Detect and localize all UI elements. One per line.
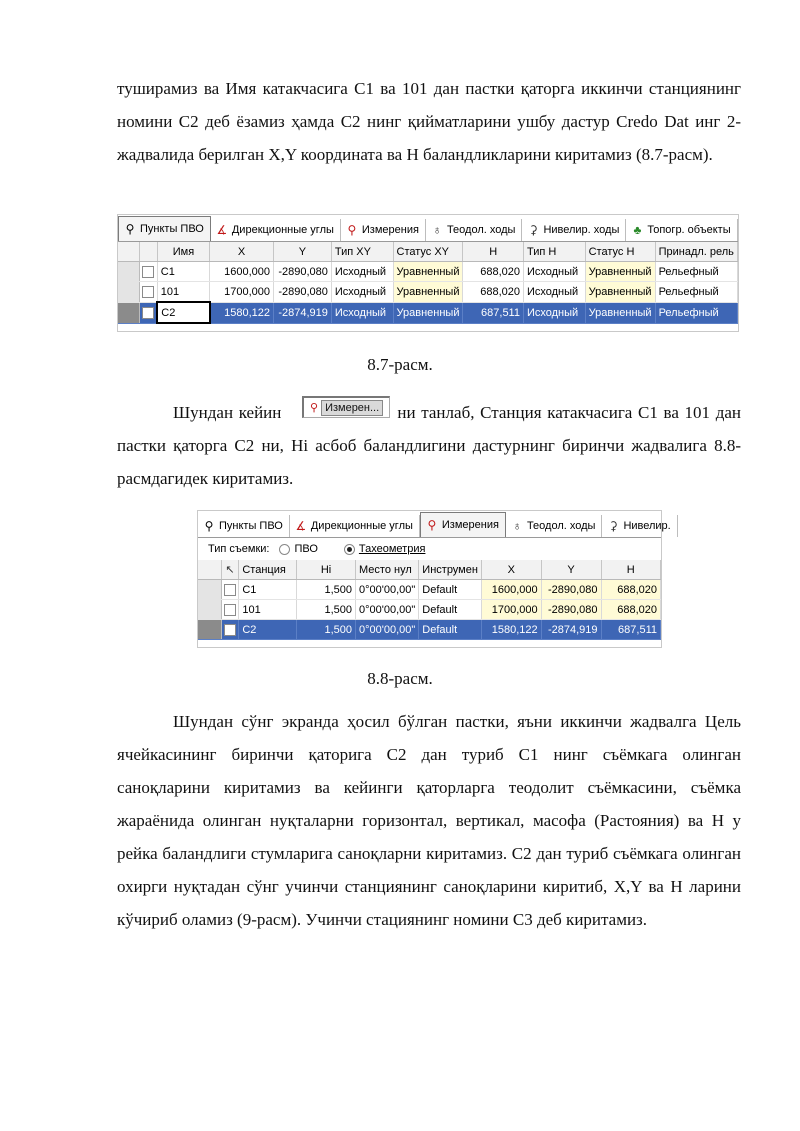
col-station[interactable]: Станция [239,560,297,580]
col-name[interactable]: Имя [157,242,209,262]
caption-8-7: 8.7-расм. [367,355,433,374]
tab-measurements[interactable]: ⚲ Измерения [341,219,426,241]
point-icon: ⚲ [204,519,214,533]
col-x[interactable]: X [210,242,274,262]
table-row-selected[interactable]: C2 1,500 0°00'00,00" Default 1580,122 -2874,919 687,511 [198,620,661,640]
cursor-icon: ↖ [225,564,235,576]
paragraph-3: Шундан сўнг экранда ҳосил бўлган пастки, яъни иккинчи жадвалга Цель ячейкасининг биринчи қаторига C2 дан туриб C1 нинг съёмкага олинган саноқларини киритамиз ва кейинги қаторларга теодолит съёмкасини, съёмка жараёнида олинган нуқталарни горизонтал, вертикал, масофа (Растояния) ва H у рейка баландлиги стумларига саноқларни киритамиз. C2 дан туриб съёмкага олинган охирги нуқтадан сўнг учинчи станциянинг саноқларини киритиб, X,Y ва H ларини кўчириб оламиз (9-расм). Учинчи стациянинг номини C3 деб киритамиз. [117,712,741,929]
col-status-h[interactable]: Статус H [585,242,655,262]
tab-measurements[interactable]: ⚲ Измерения [420,512,506,537]
row-checkbox[interactable] [142,266,154,278]
tripod-icon: ⚲ [347,223,357,237]
angle-icon: ∡ [295,519,307,533]
tab-leveling-traverses[interactable]: ⚳ Нивелир. ходы [522,219,626,241]
col-type-h[interactable]: Тип H [523,242,585,262]
survey-type-label: Тип съемки: [208,543,270,555]
radio-tacheometry[interactable] [344,544,355,555]
theodolite-icon: ♁ [512,519,522,533]
tab-directional-angles[interactable]: ∡ Дирекционные углы [290,515,420,537]
col-hi[interactable]: Hi [297,560,356,580]
col-type-xy[interactable]: Тип XY [331,242,393,262]
tab-points[interactable]: ⚲ Пункты ПВО [118,216,211,241]
col-h[interactable]: H [463,242,524,262]
tab-topo-objects[interactable]: ♣ Топогр. объекты [626,219,737,241]
col-y[interactable]: Y [541,560,601,580]
col-zero-place[interactable]: Место нул [356,560,419,580]
col-y[interactable]: Y [274,242,332,262]
paragraph-1: туширамиз ва Имя катакчасига C1 ва 101 дан пастки қаторга иккинчи станциянинг номини C2 деб ёзамиз ҳамда C2 нинг қийматларини ушбу дастур Credo Dat инг 2-жадвалида берилган X,Y координата ва H баландликларини киритамиз (8.7-расм). [117,79,741,164]
row-checkbox[interactable] [224,624,236,636]
row-checkbox[interactable] [142,307,154,319]
tree-icon: ♣ [633,223,642,237]
radio-pvo[interactable] [279,544,290,555]
row-checkbox[interactable] [224,584,236,596]
table-row[interactable]: 101 1,500 0°00'00,00" Default 1700,000 -2890,080 688,020 [198,600,661,620]
row-checkbox[interactable] [224,604,236,616]
paragraph-2: Шундан кейин ни танлаб, Станция катакчасига C1 ва 101 дан пастки қаторга C2 ни, Hi асбоб баландлигини дастурнинг биринчи жадвалига 8.8-расмдагидек киритамиз. [117,403,741,488]
tab-theodolite-traverses[interactable]: ♁ Теодол. ходы [426,219,523,241]
measurements-table [198,560,661,640]
row-checkbox[interactable] [142,286,154,298]
col-relief[interactable]: Принадл. рель [655,242,737,262]
tab-leveling-traverses[interactable]: ⚳ Нивелир. [602,515,677,537]
angle-icon: ∡ [216,223,228,237]
table-row-selected[interactable]: C2 1580,122 -2874,919 Исходный Уравненный 687,511 Исходный Уравненный Рельефный [118,302,738,323]
tripod-icon: ⚲ [427,518,437,532]
tab-points[interactable]: ⚲ Пункты ПВО [198,515,290,537]
table-row[interactable]: C1 1,500 0°00'00,00" Default 1600,000 -2890,080 688,020 [198,580,661,600]
col-instrument[interactable]: Инструмен [419,560,482,580]
level-icon: ⚳ [529,223,538,237]
caption-8-8: 8.8-расм. [367,669,433,688]
survey-type-group: Тип съемки: ПВО Тахеометрия [208,543,426,555]
tab-theodolite-traverses[interactable]: ♁ Теодол. ходы [506,515,603,537]
point-icon: ⚲ [125,222,135,236]
col-status-xy[interactable]: Статус XY [393,242,463,262]
table-row[interactable]: C1 1600,000 -2890,080 Исходный Уравненный 688,020 Исходный Уравненный Рельефный [118,262,738,282]
measurements-tab-button[interactable]: ⚲ Измерен... [302,396,390,418]
col-x[interactable]: X [481,560,541,580]
screenshot-8-7 [117,214,739,332]
tab-bar [198,511,671,538]
tab-directional-angles[interactable]: ∡ Дирекционные углы [211,219,341,241]
table-header [118,242,738,262]
theodolite-icon: ♁ [432,223,442,237]
name-cell-editing[interactable]: C2 [157,302,209,323]
table-header [198,560,661,580]
table-row[interactable]: 101 1700,000 -2890,080 Исходный Уравненный 688,020 Исходный Уравненный Рельефный [118,282,738,303]
level-icon: ⚳ [609,519,618,533]
tripod-icon: ⚲ [310,402,319,414]
col-h[interactable]: H [601,560,660,580]
screenshot-8-8 [197,510,671,648]
tab-bar [118,215,738,242]
points-table [118,242,738,324]
